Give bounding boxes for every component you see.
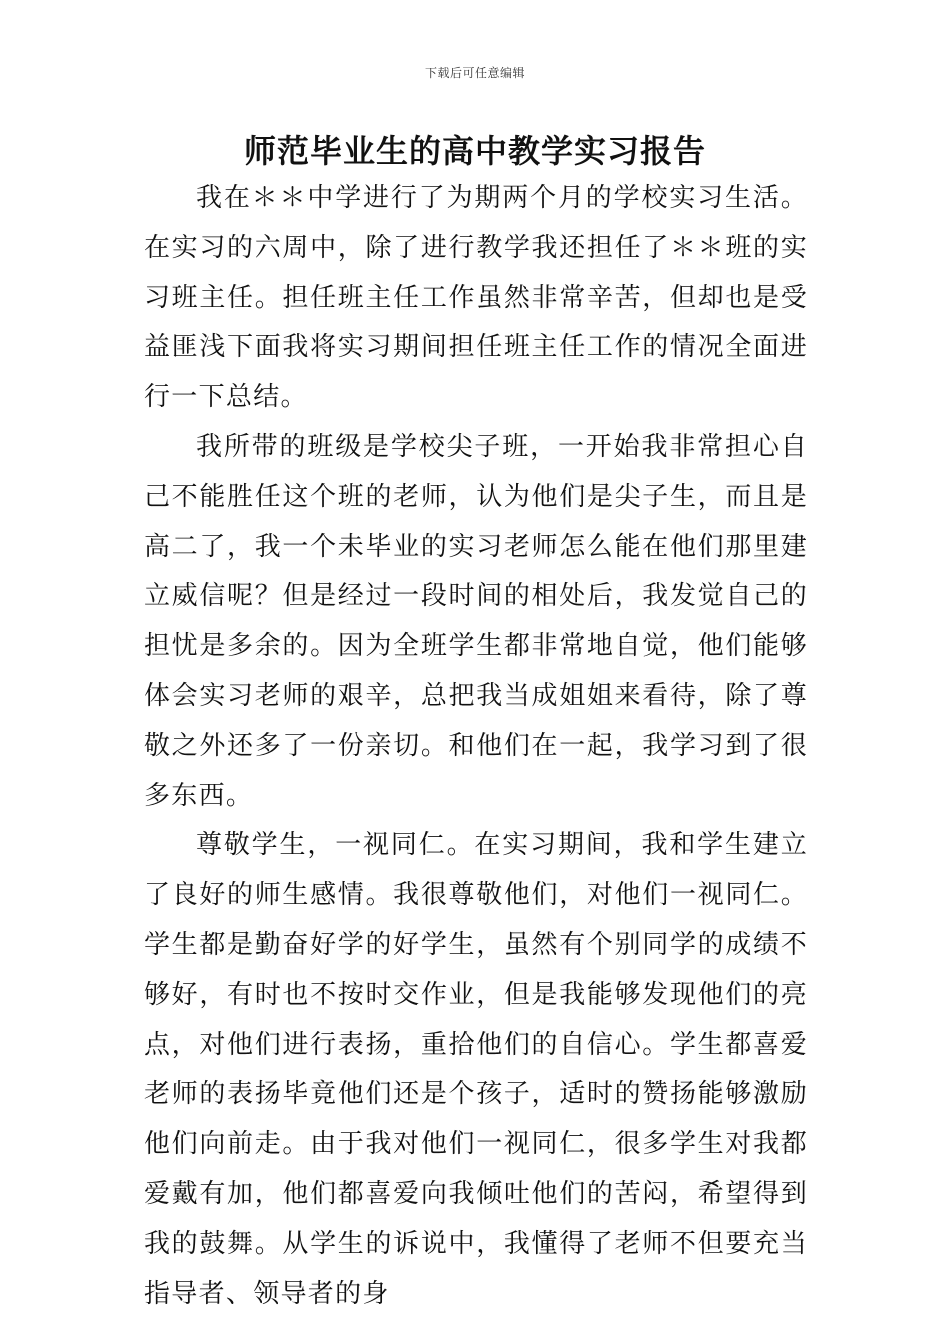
document-body [144,174,808,1319]
paragraph: 我在＊＊中学进行了为期两个月的学校实习生活。在实习的六周中，除了进行教学我还担任了＊＊班的实习班主任。担任班主任工作虽然非常辛苦，但却也是受益匪浅下面我将实习期间担任班主任工作的情况全面进行一下总结。 [144,183,808,413]
paragraph: 我所带的班级是学校尖子班，一开始我非常担心自己不能胜任这个班的老师，认为他们是尖子生，而且是高二了，我一个未毕业的实习老师怎么能在他们那里建立威信呢？但是经过一段时间的相处后，我发觉自己的担忧是多余的。因为全班学生都非常地自觉，他们能够体会实习老师的艰辛，总把我当成姐姐来看待，除了尊敬之外还多了一份亲切。和他们在一起，我学习到了很多东西。 [144,431,808,811]
header-note: 下载后可任意编辑 [424,66,525,80]
paragraph: 尊敬学生，一视同仁。在实习期间，我和学生建立了良好的师生感情。我很尊敬他们，对他们一视同仁。学生都是勤奋好学的好学生，虽然有个别同学的成绩不够好，有时也不按时交作业，但是我能够发现他们的亮点，对他们进行表扬，重拾他们的自信心。学生都喜爱老师的表扬毕竟他们还是个孩子，适时的赞扬能够激励他们向前走。由于我对他们一视同仁，很多学生对我都爱戴有加，他们都喜爱向我倾吐他们的苦闷，希望得到我的鼓舞。从学生的诉说中，我懂得了老师不但要充当指导者、领导者的身 [144,830,808,1309]
document-title: 师范毕业生的高中教学实习报告 [243,132,706,170]
